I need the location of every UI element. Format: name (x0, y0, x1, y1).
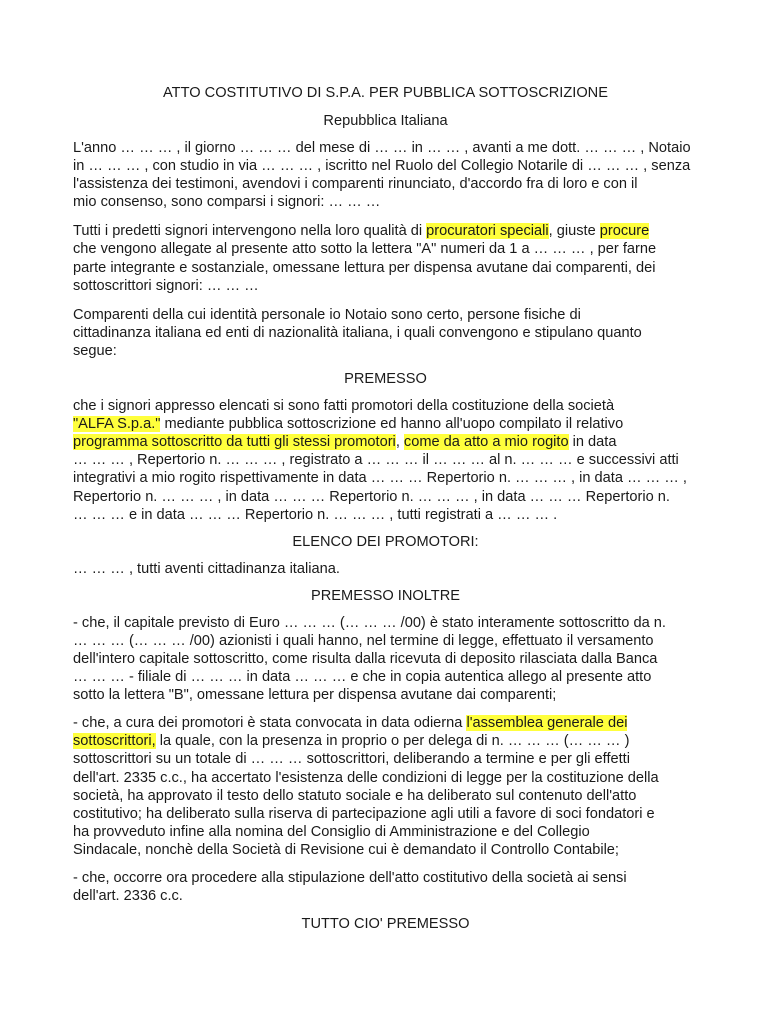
section-heading-inoltre: PREMESSO INOLTRE (311, 587, 460, 604)
text-line: … … … (… … … /00) azionisti i quali hanno, nel termine di legge, effettuato il versamento (73, 632, 654, 649)
text-line (73, 714, 698, 732)
text-line: ha provveduto infine alla nomina del Consiglio di Amministrazione e del Collegio (73, 823, 590, 840)
text-line: costitutivo; ha deliberato sulla riserva di partecipazione agli utili a favore di soci fondatori e (73, 805, 655, 822)
highlighted-text: sottoscrittori, (73, 733, 156, 750)
text-line: … … … , Repertorio n. … … … , registrato a … … … il … … … al n. … … … e successivi atti (73, 452, 679, 469)
paragraph-elenco: … … … , tutti aventi cittadinanza italiana. (73, 560, 340, 577)
text-line: … … … - filiale di … … … in data … … … e che in copia autentica allego al presente atto (73, 669, 652, 686)
highlighted-text: "ALFA S.p.a." (73, 416, 161, 433)
paragraph-procuratori (73, 222, 698, 294)
text-line: sotto la lettera "B", omessane lettura per dispensa avutane dai comparenti; (73, 687, 557, 704)
highlighted-text: procure (599, 223, 650, 240)
text-line: dell'art. 2336 c.c. (73, 888, 183, 905)
document-title: ATTO COSTITUTIVO DI S.P.A. PER PUBBLICA SOTTOSCRIZIONE (163, 85, 608, 101)
text-line: dell'intero capitale sottoscritto, come risulta dalla ricevuta di deposito rilasciata dalla Banca (73, 650, 658, 667)
text-line: sottoscrittori su un totale di … … … sottoscrittori, deliberando a termine e per gli effetti (73, 751, 630, 768)
text-line: - che, il capitale previsto di Euro … … … (… … … /00) è stato interamente sottoscritto da n. (73, 614, 666, 631)
text-line (73, 732, 698, 750)
paragraph-stipulazione (73, 869, 698, 905)
paragraph-comparenti (73, 306, 698, 360)
section-heading-tutto: TUTTO CIO' PREMESSO (301, 916, 470, 933)
text-line: l'assistenza dei testimoni, avendovi i comparenti rinunciato, d'accordo fra di loro e con il (73, 176, 638, 193)
text-line (73, 433, 698, 451)
text-line: … … … e in data … … … Repertorio n. … … … , tutti registrati a … … … . (73, 506, 558, 523)
text-line: - che, occorre ora procedere alla stipulazione dell'atto costitutivo della società ai sensi (73, 870, 627, 886)
section-heading-premesso: PREMESSO (344, 371, 427, 388)
highlighted-text: come da atto a mio rogito (403, 434, 569, 451)
text-line: che i signori appresso elencati si sono fatti promotori della costituzione della società (73, 398, 615, 415)
text-span: Tutti i predetti signori intervengono nella loro qualità di (73, 223, 427, 240)
highlighted-text: programma sottoscritto da tutti gli stessi promotori (73, 434, 396, 451)
text-line (73, 415, 698, 433)
paragraph-promotori (73, 397, 698, 524)
text-line: integrativi a mio rogito rispettivamente in data … … … Repertorio n. … … … , in data … … … , (73, 470, 687, 487)
text-line: in … … … , con studio in via … … … , iscritto nel Ruolo del Collegio Notarile di … … … , senza (73, 158, 691, 175)
text-line: sottoscrittori signori: … … … (73, 277, 259, 294)
text-line: parte integrante e sostanziale, omessane lettura per dispensa avutane dai comparenti, dei (73, 259, 656, 276)
text-line: segue: (73, 342, 117, 359)
text-span: mediante pubblica sottoscrizione ed hanno all'uopo compilato il relativo (160, 416, 624, 433)
text-span: la quale, con la presenza in proprio o per delega di n. … … … (… … … ) (155, 733, 630, 750)
text-line: cittadinanza italiana ed enti di nazionalità italiana, i quali convengono e stipulano quanto (73, 324, 642, 341)
text-line (73, 222, 698, 240)
text-line: che vengono allegate al presente atto sotto la lettera "A" numeri da 1 a … … … , per farne (73, 241, 657, 258)
text-line: Comparenti della cui identità personale io Notaio sono certo, persone fisiche di (73, 306, 581, 323)
text-line: società, ha approvato il testo dello statuto sociale e ha deliberato sul contenuto dell'atto (73, 787, 637, 804)
text-line: dell'art. 2335 c.c., ha accertato l'esistenza delle condizioni di legge per la costituzione della (73, 769, 659, 786)
text-line: L'anno … … … , il giorno … … … del mese di … … in … … , avanti a me dott. … … … , Notaio (73, 140, 691, 156)
document-subtitle: Repubblica Italiana (323, 113, 448, 129)
text-line: Sindacale, nonchè della Società di Revisione cui è demandato il Controllo Contabile; (73, 841, 619, 858)
text-span: , (395, 434, 404, 451)
text-span: - che, a cura dei promotori è stata convocata in data odierna (73, 715, 467, 732)
paragraph-assemblea (73, 714, 698, 859)
text-span: in data (568, 434, 617, 451)
paragraph-intro (73, 139, 698, 211)
text-span: , giuste (548, 223, 600, 240)
section-heading-elenco: ELENCO DEI PROMOTORI: (292, 533, 479, 550)
paragraph-capitale (73, 614, 698, 704)
highlighted-text: procuratori speciali (426, 223, 549, 240)
highlighted-text: l'assemblea generale dei (466, 715, 628, 732)
text-line: Repertorio n. … … … , in data … … … Repertorio n. … … … , in data … … … Repertorio n. (73, 488, 670, 505)
text-line: mio consenso, sono comparsi i signori: … … … (73, 194, 381, 211)
